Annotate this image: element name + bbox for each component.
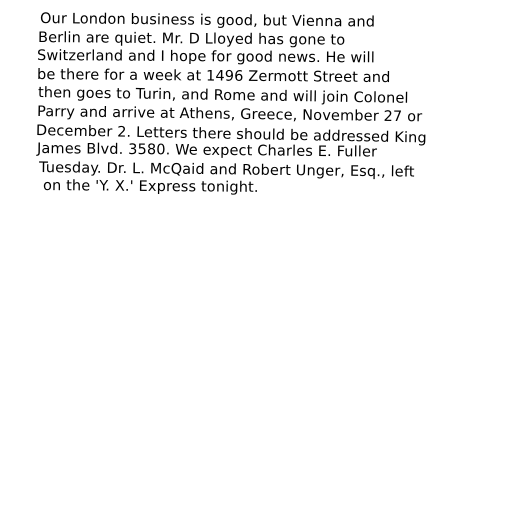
text-line-9: Tuesday. Dr. L. McQaid and Robert Unger, Esq., left — [38, 159, 415, 181]
text-line-6: Parry and arrive at Athens, Greece, November 27 or — [36, 103, 423, 126]
text-line-3: Switzerland and I hope for good news. He will — [36, 48, 375, 67]
text-line-7: December 2. Letters there should be addressed King — [35, 122, 427, 147]
text-line-10: on the 'Y. X.' Express tonight. — [42, 178, 259, 197]
text-line-5: then goes to Turin, and Rome and will join Colonel — [37, 85, 409, 108]
text-line-1: Our London business is good, but Vienna and — [39, 11, 376, 31]
text-line-8: James Blvd. 3580. We expect Charles E. Fuller — [36, 141, 378, 161]
text-line-2: Berlin are quiet. Mr. D Lloyed has gone to — [37, 29, 346, 49]
text-line-4: be there for a week at 1496 Zermott Street and — [36, 66, 391, 86]
handwritten-paragraph — [36, 10, 476, 196]
